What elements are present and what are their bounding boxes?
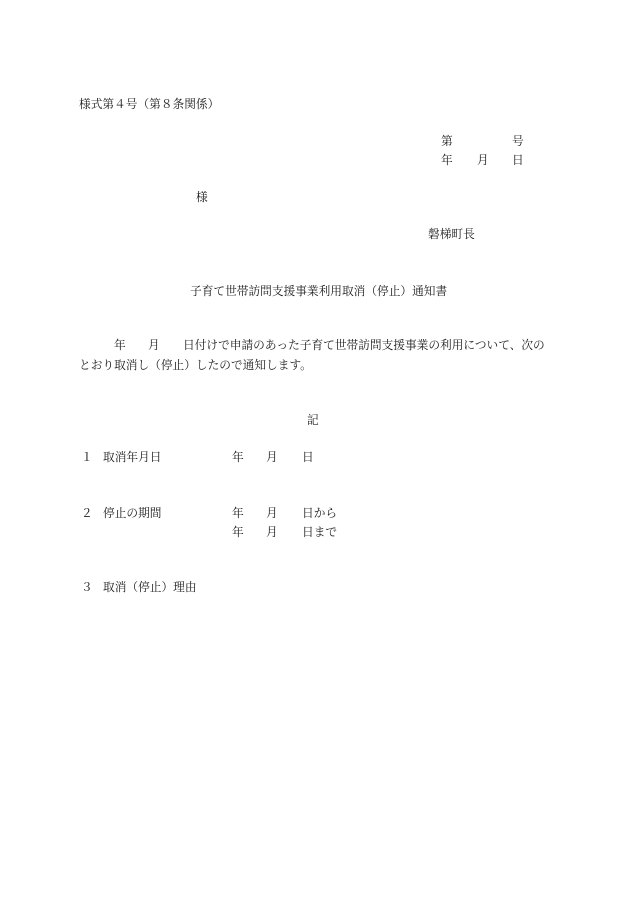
body-line2: とおり取消し（停止）したので通知します。 bbox=[79, 358, 312, 372]
issue-date-day: 日 bbox=[512, 153, 524, 167]
period-end-day: 日まで bbox=[302, 525, 338, 539]
item-date-day: 日 bbox=[302, 450, 314, 464]
period-end-year: 年 bbox=[232, 525, 244, 539]
addressee-honorific: 様 bbox=[196, 190, 208, 204]
doc-number-suffix: 号 bbox=[512, 134, 524, 148]
period-start-year: 年 bbox=[232, 506, 244, 520]
item-number: ２ bbox=[81, 506, 93, 520]
item-label: 取消（停止）理由 bbox=[103, 580, 197, 594]
document-title: 子育て世帯訪問支援事業利用取消（停止）通知書 bbox=[190, 284, 448, 298]
period-end-month: 月 bbox=[266, 525, 278, 539]
body-month: 月 bbox=[148, 338, 160, 352]
item-label: 取消年月日 bbox=[103, 450, 162, 464]
body-year: 年 bbox=[114, 338, 126, 352]
item-date-year: 年 bbox=[232, 450, 244, 464]
ki-heading: 記 bbox=[307, 413, 319, 427]
period-start-month: 月 bbox=[266, 506, 278, 520]
item-number: １ bbox=[81, 450, 93, 464]
issue-date-year: 年 bbox=[441, 153, 453, 167]
form-number: 様式第４号（第８条関係） bbox=[79, 97, 220, 111]
item-number: ３ bbox=[81, 580, 93, 594]
body-line1: 日付けで申請のあった子育て世帯訪問支援事業の利用について、次の bbox=[183, 338, 545, 352]
item-label: 停止の期間 bbox=[103, 506, 162, 520]
doc-number-prefix: 第 bbox=[441, 134, 453, 148]
issuer: 磐梯町長 bbox=[428, 227, 475, 241]
issue-date-month: 月 bbox=[477, 153, 489, 167]
item-date-month: 月 bbox=[266, 450, 278, 464]
period-start-day: 日から bbox=[302, 506, 338, 520]
